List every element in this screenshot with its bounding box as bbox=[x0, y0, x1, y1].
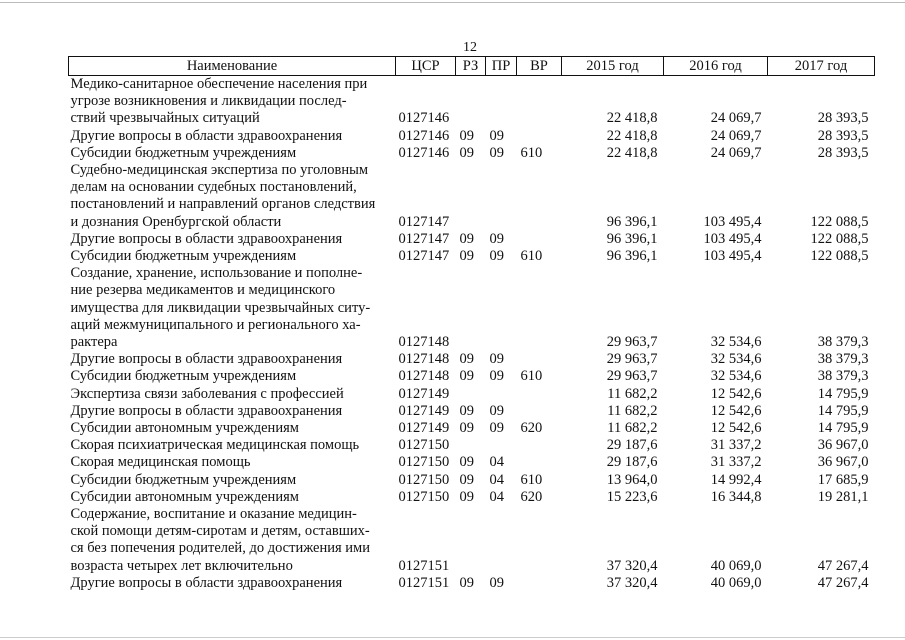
row-vr bbox=[517, 575, 562, 592]
row-csr: 0127151 bbox=[398, 557, 450, 574]
table-row bbox=[69, 403, 875, 420]
table-row bbox=[69, 506, 875, 575]
row-pr: 04 bbox=[489, 488, 504, 505]
row-name bbox=[69, 489, 396, 506]
row-2017: 28 393,5 bbox=[817, 110, 869, 127]
row-2015: 29 963,7 bbox=[606, 368, 658, 385]
row-2017: 47 267,4 bbox=[817, 574, 869, 591]
row-2015: 96 396,1 bbox=[606, 213, 658, 230]
header-rz: РЗ bbox=[456, 57, 486, 76]
row-pr: 04 bbox=[489, 454, 504, 471]
row-name bbox=[69, 231, 396, 248]
row-2016: 40 069,0 bbox=[710, 557, 762, 574]
row-pr bbox=[486, 386, 517, 403]
row-rz bbox=[456, 437, 486, 454]
row-name bbox=[69, 128, 396, 145]
row-2016: 103 495,4 bbox=[703, 248, 762, 265]
table-row bbox=[69, 76, 875, 128]
row-2015: 11 682,2 bbox=[607, 420, 658, 437]
table-row bbox=[69, 386, 875, 403]
row-vr bbox=[517, 76, 562, 128]
row-name bbox=[69, 420, 396, 437]
row-name bbox=[69, 351, 396, 368]
header-2017: 2017 год bbox=[768, 57, 875, 76]
row-vr bbox=[517, 128, 562, 145]
row-name bbox=[69, 76, 396, 128]
table-row bbox=[69, 128, 875, 145]
row-pr: 04 bbox=[489, 471, 504, 488]
row-2015: 15 223,6 bbox=[606, 488, 658, 505]
row-csr: 0127148 bbox=[398, 334, 450, 351]
row-2016: 24 069,7 bbox=[710, 144, 762, 161]
table-row bbox=[69, 454, 875, 471]
row-rz: 09 bbox=[459, 127, 474, 144]
table-row bbox=[69, 472, 875, 489]
row-2017: 122 088,5 bbox=[810, 213, 869, 230]
row-2016: 103 495,4 bbox=[703, 230, 762, 247]
row-name bbox=[69, 386, 396, 403]
row-vr bbox=[517, 351, 562, 368]
header-2015: 2015 год bbox=[562, 57, 664, 76]
row-pr: 09 bbox=[489, 144, 504, 161]
row-rz bbox=[456, 265, 486, 351]
table-row bbox=[69, 145, 875, 162]
row-name-line: ствий чрезвычайных ситуаций bbox=[70, 110, 260, 127]
row-vr: 610 bbox=[520, 471, 543, 488]
row-name-line: ние резерва медикаментов и медицинского bbox=[70, 282, 336, 299]
table-row bbox=[69, 420, 875, 437]
row-vr bbox=[517, 265, 562, 351]
row-2015: 29 963,7 bbox=[606, 351, 658, 368]
header-name: Наименование bbox=[69, 57, 396, 76]
row-name-line: делам на основании судебных постановлений, bbox=[70, 179, 357, 196]
row-rz: 09 bbox=[459, 144, 474, 161]
row-pr: 09 bbox=[489, 230, 504, 247]
row-pr bbox=[486, 506, 517, 575]
header-pr: ПР bbox=[486, 57, 517, 76]
row-name-line: Судебно-медицинская экспертиза по уголовным bbox=[70, 162, 369, 179]
row-rz bbox=[456, 386, 486, 403]
row-name-line: Экспертиза связи заболевания с профессией bbox=[70, 385, 344, 402]
table-row bbox=[69, 162, 875, 231]
row-2017: 38 379,3 bbox=[817, 368, 869, 385]
row-2015: 96 396,1 bbox=[606, 248, 658, 265]
row-2016: 16 344,8 bbox=[710, 488, 762, 505]
row-rz: 09 bbox=[459, 351, 474, 368]
row-vr bbox=[517, 506, 562, 575]
row-name-line: Другие вопросы в области здравоохранения bbox=[70, 351, 343, 368]
row-name bbox=[69, 403, 396, 420]
row-vr bbox=[517, 162, 562, 231]
row-csr: 0127150 bbox=[398, 471, 450, 488]
row-name-line: Другие вопросы в области здравоохранения bbox=[70, 230, 343, 247]
row-name bbox=[69, 575, 396, 592]
row-2017: 122 088,5 bbox=[810, 230, 869, 247]
row-rz: 09 bbox=[459, 420, 474, 437]
row-name bbox=[69, 454, 396, 471]
row-2016: 40 069,0 bbox=[710, 574, 762, 591]
row-vr bbox=[517, 386, 562, 403]
row-name bbox=[69, 472, 396, 489]
row-2016: 24 069,7 bbox=[710, 110, 762, 127]
row-csr: 0127146 bbox=[398, 144, 450, 161]
header-vr: ВР bbox=[517, 57, 562, 76]
row-rz: 09 bbox=[459, 454, 474, 471]
row-rz: 09 bbox=[459, 230, 474, 247]
row-2017: 19 281,1 bbox=[817, 488, 869, 505]
table-row bbox=[69, 368, 875, 385]
row-vr: 620 bbox=[520, 488, 543, 505]
row-rz: 09 bbox=[459, 368, 474, 385]
row-name-line: и дознания Оренбургской области bbox=[70, 213, 282, 230]
row-vr: 610 bbox=[520, 144, 543, 161]
row-csr: 0127148 bbox=[398, 351, 450, 368]
row-2017: 17 685,9 bbox=[817, 471, 869, 488]
row-2016: 32 534,6 bbox=[710, 368, 762, 385]
row-2015: 29 963,7 bbox=[606, 334, 658, 351]
row-pr: 09 bbox=[489, 574, 504, 591]
row-csr: 0127146 bbox=[398, 110, 450, 127]
row-vr bbox=[517, 454, 562, 471]
row-name-line: Создание, хранение, использование и пополне- bbox=[70, 265, 363, 282]
row-2015: 11 682,2 bbox=[607, 402, 658, 419]
row-vr: 610 bbox=[520, 248, 543, 265]
row-2016: 31 337,2 bbox=[710, 437, 762, 454]
row-pr: 09 bbox=[489, 402, 504, 419]
row-2017: 38 379,3 bbox=[817, 334, 869, 351]
row-2015: 96 396,1 bbox=[606, 230, 658, 247]
header-csr: ЦСР bbox=[396, 57, 456, 76]
row-name-line: Субсидии бюджетным учреждениям bbox=[70, 248, 297, 265]
row-2016: 12 542,6 bbox=[710, 420, 762, 437]
row-2015: 29 187,6 bbox=[606, 437, 658, 454]
row-name-line: ся без попечения родителей, до достижения ими bbox=[70, 540, 370, 557]
row-vr bbox=[517, 403, 562, 420]
row-rz: 09 bbox=[459, 471, 474, 488]
row-csr: 0127149 bbox=[398, 402, 450, 419]
row-name bbox=[69, 145, 396, 162]
row-csr: 0127150 bbox=[398, 437, 450, 454]
page-number: 12 bbox=[463, 40, 477, 55]
row-csr: 0127147 bbox=[398, 213, 450, 230]
row-csr: 0127149 bbox=[398, 420, 450, 437]
row-name-line: Другие вопросы в области здравоохранения bbox=[70, 402, 343, 419]
row-csr: 0127146 bbox=[398, 127, 450, 144]
row-csr: 0127148 bbox=[398, 368, 450, 385]
row-rz bbox=[456, 506, 486, 575]
row-name-line: Субсидии бюджетным учреждениям bbox=[70, 368, 297, 385]
row-2015: 29 187,6 bbox=[606, 454, 658, 471]
row-2017: 28 393,5 bbox=[817, 127, 869, 144]
row-2015: 11 682,2 bbox=[607, 385, 658, 402]
row-2017: 14 795,9 bbox=[817, 420, 869, 437]
row-2015: 13 964,0 bbox=[606, 471, 658, 488]
row-rz: 09 bbox=[459, 574, 474, 591]
row-name-line: Субсидии автономным учреждениям bbox=[70, 488, 299, 505]
table-row bbox=[69, 437, 875, 454]
row-pr: 09 bbox=[489, 420, 504, 437]
row-vr bbox=[517, 231, 562, 248]
row-2016: 12 542,6 bbox=[710, 385, 762, 402]
row-pr bbox=[486, 162, 517, 231]
row-2017: 14 795,9 bbox=[817, 385, 869, 402]
row-pr: 09 bbox=[489, 248, 504, 265]
table-row bbox=[69, 575, 875, 592]
row-csr: 0127149 bbox=[398, 385, 450, 402]
row-pr bbox=[486, 265, 517, 351]
row-2015: 22 418,8 bbox=[606, 144, 658, 161]
row-name-line: Скорая медицинская помощь bbox=[70, 454, 251, 471]
row-name-line: Другие вопросы в области здравоохранения bbox=[70, 127, 343, 144]
row-name-line: Медико-санитарное обеспечение населения при bbox=[70, 76, 368, 92]
row-pr: 09 bbox=[489, 127, 504, 144]
row-name bbox=[69, 265, 396, 351]
row-name-line: Содержание, воспитание и оказание медицин- bbox=[70, 506, 357, 523]
row-2015: 22 418,8 bbox=[606, 110, 658, 127]
row-name-line: Субсидии автономным учреждениям bbox=[70, 420, 299, 437]
row-name-line: ской помощи детям-сиротам и детям, оставших- bbox=[70, 523, 370, 540]
row-2015: 22 418,8 bbox=[606, 127, 658, 144]
row-rz: 09 bbox=[459, 248, 474, 265]
row-vr bbox=[517, 437, 562, 454]
row-2016: 31 337,2 bbox=[710, 454, 762, 471]
row-pr: 09 bbox=[489, 368, 504, 385]
row-vr: 610 bbox=[520, 368, 543, 385]
row-name bbox=[69, 437, 396, 454]
row-csr: 0127150 bbox=[398, 488, 450, 505]
row-2017: 38 379,3 bbox=[817, 351, 869, 368]
row-name bbox=[69, 368, 396, 385]
row-name-line: рактера bbox=[70, 334, 118, 351]
row-name-line: Субсидии бюджетным учреждениям bbox=[70, 144, 297, 161]
row-name-line: угрозе возникновения и ликвидации послед- bbox=[70, 93, 347, 110]
row-2017: 36 967,0 bbox=[817, 454, 869, 471]
row-2017: 14 795,9 bbox=[817, 402, 869, 419]
row-name bbox=[69, 162, 396, 231]
row-2017: 47 267,4 bbox=[817, 557, 869, 574]
table-header-row bbox=[69, 57, 875, 76]
row-csr: 0127151 bbox=[398, 574, 450, 591]
row-2016: 32 534,6 bbox=[710, 351, 762, 368]
row-rz bbox=[456, 162, 486, 231]
row-name-line: аций межмуниципального и регионального ха- bbox=[70, 316, 361, 333]
row-csr: 0127147 bbox=[398, 230, 450, 247]
row-rz: 09 bbox=[459, 402, 474, 419]
row-name-line: Скорая психиатрическая медицинская помощь bbox=[70, 437, 360, 454]
row-name-line: Другие вопросы в области здравоохранения bbox=[70, 574, 343, 591]
row-name-line: имущества для ликвидации чрезвычайных ситу- bbox=[70, 299, 371, 316]
row-pr bbox=[486, 76, 517, 128]
row-2017: 28 393,5 bbox=[817, 144, 869, 161]
row-2016: 14 992,4 bbox=[710, 471, 762, 488]
row-rz bbox=[456, 76, 486, 128]
row-2016: 103 495,4 bbox=[703, 213, 762, 230]
row-vr: 620 bbox=[520, 420, 543, 437]
bottom-scan-edge bbox=[0, 637, 905, 638]
row-pr bbox=[486, 437, 517, 454]
row-2016: 24 069,7 bbox=[710, 127, 762, 144]
row-2015: 37 320,4 bbox=[606, 574, 658, 591]
row-rz: 09 bbox=[459, 488, 474, 505]
row-csr: 0127147 bbox=[398, 248, 450, 265]
row-name-line: Субсидии бюджетным учреждениям bbox=[70, 471, 297, 488]
top-scan-edge bbox=[0, 2, 905, 3]
row-csr: 0127150 bbox=[398, 454, 450, 471]
row-name bbox=[69, 506, 396, 575]
row-2017: 36 967,0 bbox=[817, 437, 869, 454]
table-row bbox=[69, 265, 875, 351]
row-pr: 09 bbox=[489, 351, 504, 368]
row-2016: 12 542,6 bbox=[710, 402, 762, 419]
table-row bbox=[69, 231, 875, 248]
table-body bbox=[69, 76, 875, 593]
row-name bbox=[69, 248, 396, 265]
budget-table bbox=[68, 56, 875, 592]
header-2016: 2016 год bbox=[664, 57, 768, 76]
table-row bbox=[69, 489, 875, 506]
row-name-line: возраста четырех лет включительно bbox=[70, 557, 293, 574]
row-2017: 122 088,5 bbox=[810, 248, 869, 265]
row-2016: 32 534,6 bbox=[710, 334, 762, 351]
row-2015: 37 320,4 bbox=[606, 557, 658, 574]
table-row bbox=[69, 248, 875, 265]
row-name-line: постановлений и направлений органов следствия bbox=[70, 196, 376, 213]
table-row bbox=[69, 351, 875, 368]
